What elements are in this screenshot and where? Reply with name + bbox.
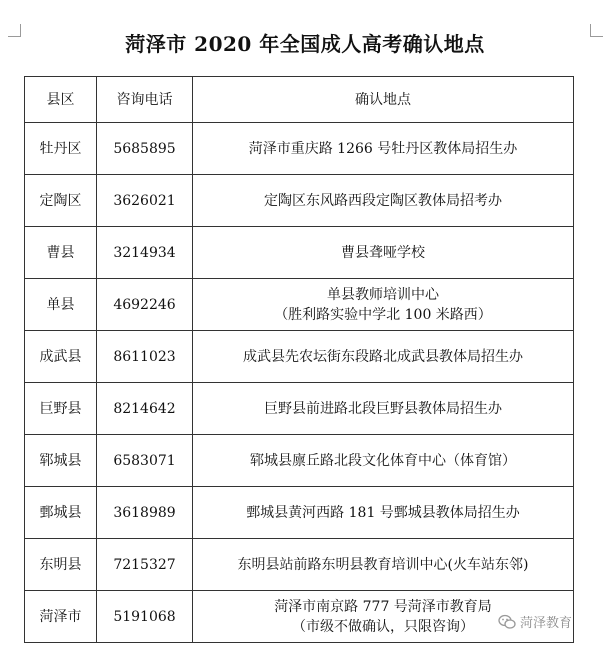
table-row <box>25 279 574 331</box>
location-text: 郓城县廪丘路北段文化体育中心（体育馆） <box>250 452 516 469</box>
county-cell: 巨野县 <box>25 383 97 435</box>
location-cell <box>193 487 574 539</box>
location-cell <box>193 227 574 279</box>
phone-cell: 6583071 <box>97 435 193 487</box>
phone-cell: 8214642 <box>97 383 193 435</box>
county-cell: 郓城县 <box>25 435 97 487</box>
location-note: （市级不做确认，只限咨询） <box>292 618 474 635</box>
location-cell <box>193 383 574 435</box>
county-cell: 定陶区 <box>25 175 97 227</box>
county-cell: 菏泽市 <box>25 591 97 643</box>
table-row <box>25 591 574 643</box>
county-cell: 单县 <box>25 279 97 331</box>
document-title: 菏泽市 2020 年全国成人高考确认地点 <box>125 32 485 56</box>
county-cell: 东明县 <box>25 539 97 591</box>
location-text: 东明县站前路东明县教育培训中心(火车站东邻) <box>237 556 529 573</box>
confirmation-locations-table <box>24 76 574 643</box>
phone-cell: 8611023 <box>97 331 193 383</box>
table-row <box>25 331 574 383</box>
phone-cell: 7215327 <box>97 539 193 591</box>
phone-cell: 3214934 <box>97 227 193 279</box>
phone-cell: 3618989 <box>97 487 193 539</box>
phone-cell: 4692246 <box>97 279 193 331</box>
phone-cell: 5191068 <box>97 591 193 643</box>
location-text: 巨野县前进路北段巨野县教体局招生办 <box>264 400 502 417</box>
header-county: 县区 <box>25 77 97 123</box>
watermark <box>498 612 572 631</box>
phone-cell: 5685895 <box>97 123 193 175</box>
location-text: 定陶区东风路西段定陶区教体局招考办 <box>264 192 502 209</box>
watermark-text: 菏泽教育 <box>520 616 573 631</box>
table-row <box>25 435 574 487</box>
location-cell <box>193 123 574 175</box>
location-text: 单县教师培训中心 <box>327 286 439 303</box>
location-cell <box>193 539 574 591</box>
location-cell <box>193 435 574 487</box>
location-text: 成武县先农坛街东段路北成武县教体局招生办 <box>243 348 523 365</box>
table-header-row <box>25 77 574 123</box>
location-text: 鄄城县黄河西路 181 号鄄城县教体局招生办 <box>246 504 520 521</box>
table-row <box>25 383 574 435</box>
table-row <box>25 123 574 175</box>
table-row <box>25 175 574 227</box>
county-cell: 鄄城县 <box>25 487 97 539</box>
county-cell: 曹县 <box>25 227 97 279</box>
table-row <box>25 539 574 591</box>
phone-cell: 3626021 <box>97 175 193 227</box>
header-phone: 咨询电话 <box>97 77 193 123</box>
county-cell: 成武县 <box>25 331 97 383</box>
table-row <box>25 487 574 539</box>
location-text: 曹县聋哑学校 <box>341 244 425 261</box>
location-cell <box>193 175 574 227</box>
location-text: 菏泽市重庆路 1266 号牡丹区教体局招生办 <box>248 140 518 157</box>
header-location: 确认地点 <box>193 77 574 123</box>
county-cell: 牡丹区 <box>25 123 97 175</box>
location-cell <box>193 279 574 331</box>
wechat-icon <box>498 614 516 630</box>
location-note: （胜利路实验中学北 100 米路西） <box>274 306 492 323</box>
table-row <box>25 227 574 279</box>
location-cell <box>193 331 574 383</box>
location-text: 菏泽市南京路 777 号菏泽市教育局 <box>274 598 492 615</box>
